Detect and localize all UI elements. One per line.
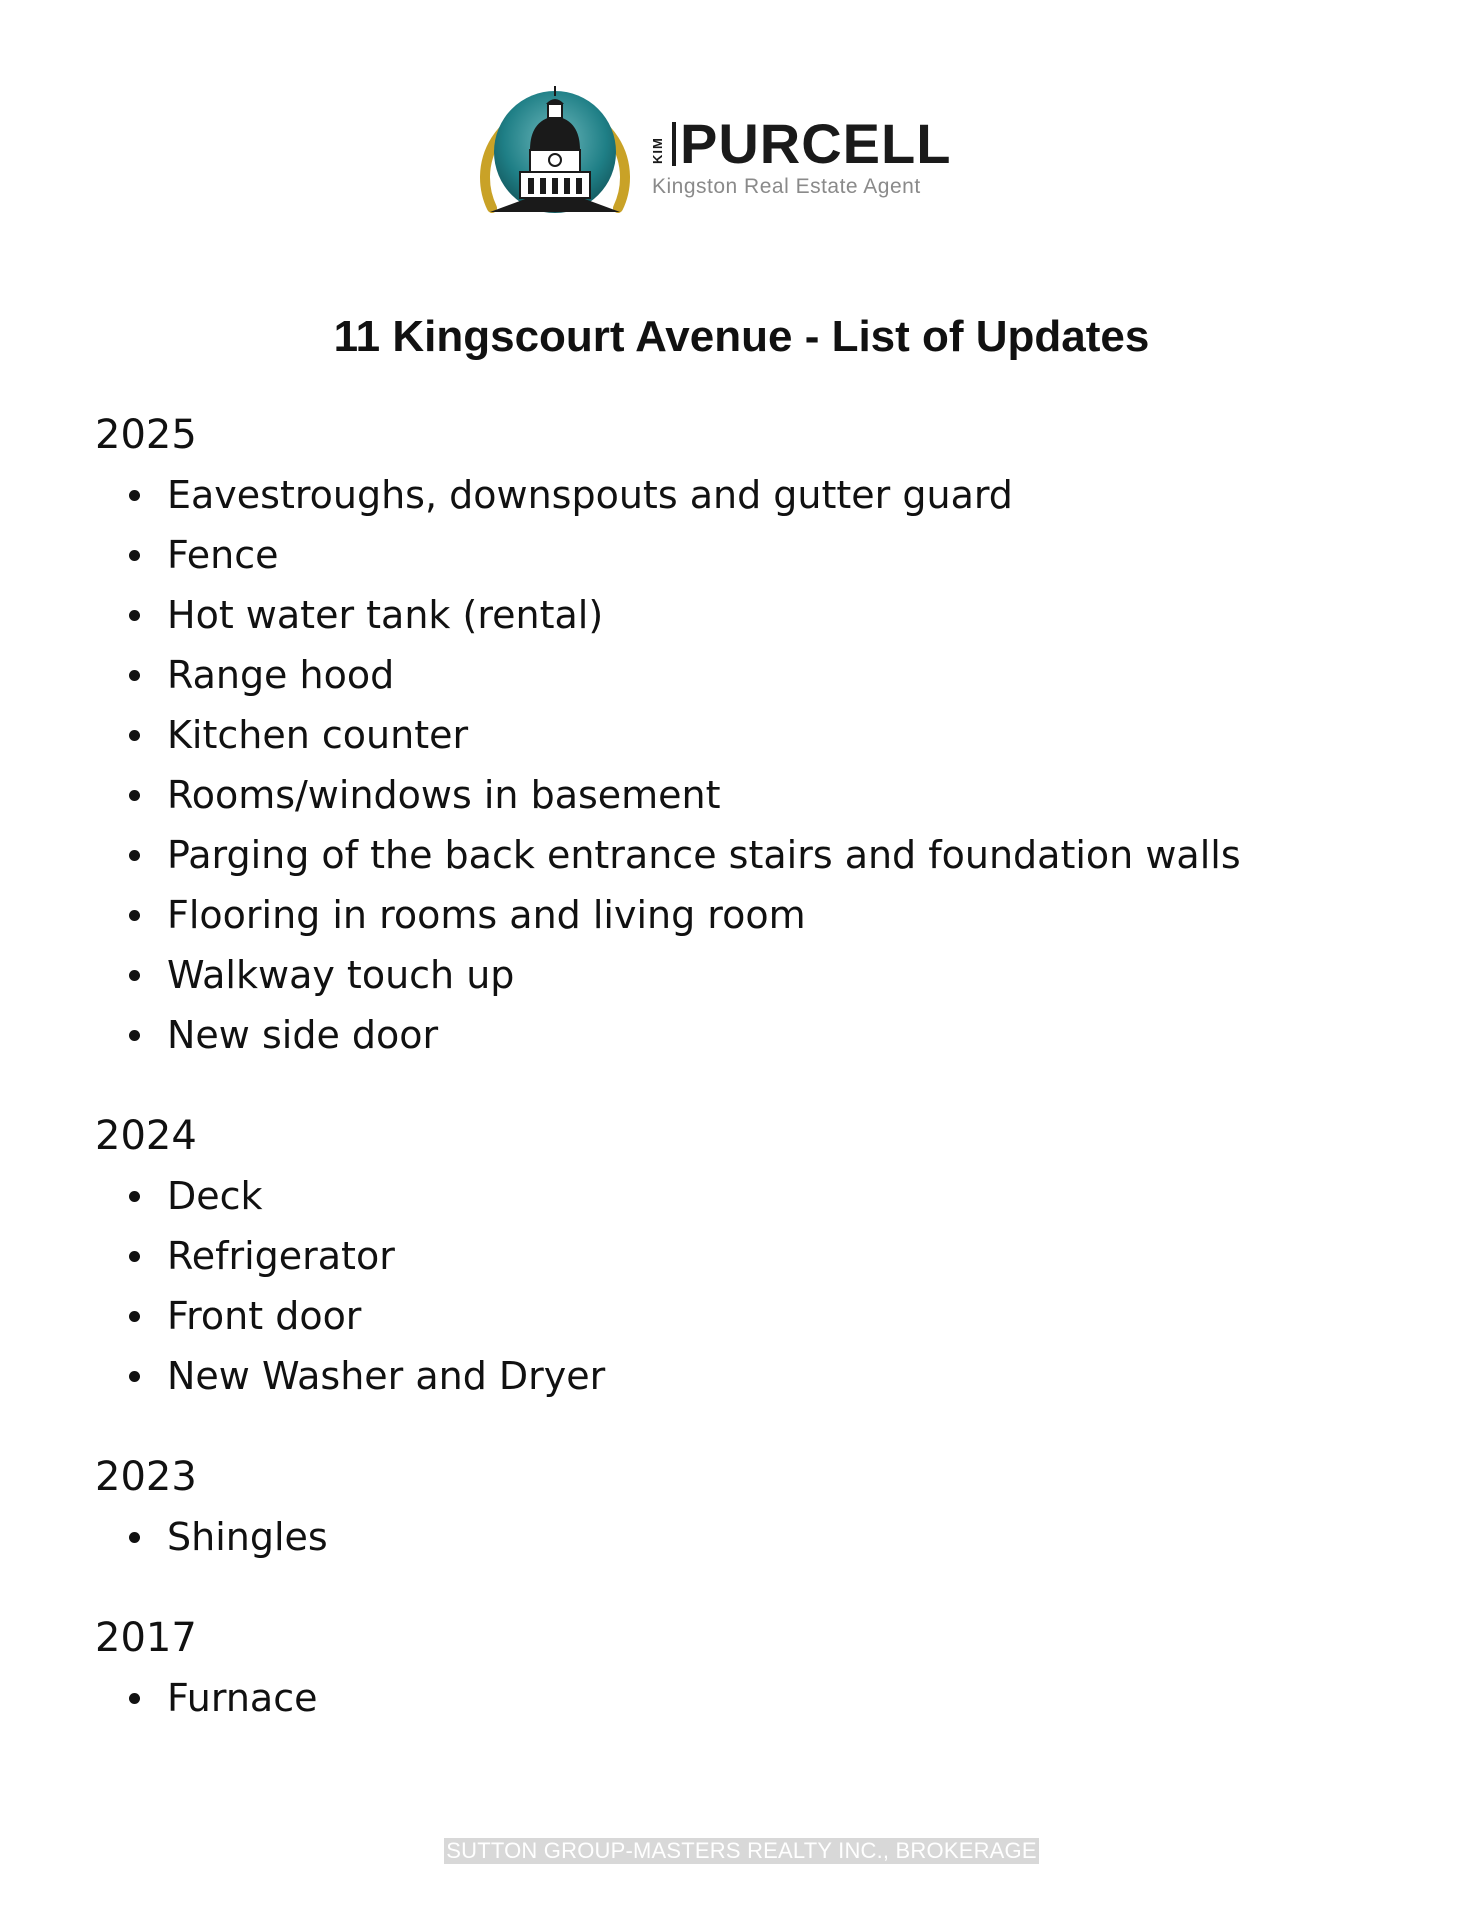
list-item-text: Front door bbox=[167, 1294, 362, 1338]
bullet-icon bbox=[129, 670, 140, 681]
list-item bbox=[95, 885, 1395, 945]
list-item-text: Rooms/windows in basement bbox=[167, 773, 721, 817]
bullet-icon bbox=[129, 850, 140, 861]
list-item-text: Kitchen counter bbox=[167, 713, 469, 757]
list-item-text: New side door bbox=[167, 1013, 439, 1057]
list-item bbox=[95, 705, 1395, 765]
year-heading: 2017 bbox=[95, 1615, 197, 1661]
list-item-text: Refrigerator bbox=[167, 1234, 395, 1278]
logo-tagline: Kingston Real Estate Agent bbox=[652, 175, 921, 198]
list-item bbox=[95, 1005, 1395, 1065]
list-item-text: New Washer and Dryer bbox=[167, 1354, 606, 1398]
updates-sections bbox=[95, 405, 1395, 1769]
bullet-icon bbox=[129, 1532, 140, 1543]
list-item-text: Hot water tank (rental) bbox=[167, 593, 604, 637]
logo-wordmark bbox=[650, 112, 1030, 216]
list-item-text: Furnace bbox=[167, 1676, 318, 1720]
list-item bbox=[95, 765, 1395, 825]
bullet-icon bbox=[129, 1311, 140, 1322]
list-item bbox=[95, 645, 1395, 705]
update-list bbox=[95, 1668, 1395, 1728]
bullet-icon bbox=[129, 1030, 140, 1041]
bullet-icon bbox=[129, 490, 140, 501]
bullet-icon bbox=[129, 1693, 140, 1704]
bullet-icon bbox=[129, 1371, 140, 1382]
year-section-2017 bbox=[95, 1608, 1395, 1728]
bullet-icon bbox=[129, 550, 140, 561]
bullet-icon bbox=[129, 910, 140, 921]
update-list bbox=[95, 1507, 1395, 1567]
year-heading: 2023 bbox=[95, 1454, 197, 1500]
logo-first-name: KIM bbox=[650, 137, 665, 165]
bullet-icon bbox=[129, 790, 140, 801]
list-item bbox=[95, 1226, 1395, 1286]
year-heading: 2025 bbox=[95, 412, 197, 458]
list-item bbox=[95, 525, 1395, 585]
list-item-text: Flooring in rooms and living room bbox=[167, 893, 806, 937]
brokerage-watermark bbox=[0, 1838, 1483, 1864]
list-item-text: Shingles bbox=[167, 1515, 328, 1559]
list-item bbox=[95, 1286, 1395, 1346]
list-item bbox=[95, 945, 1395, 1005]
bullet-icon bbox=[129, 610, 140, 621]
list-item bbox=[95, 1668, 1395, 1728]
list-item bbox=[95, 1166, 1395, 1226]
update-list bbox=[95, 465, 1395, 1065]
list-item bbox=[95, 585, 1395, 645]
logo-divider bbox=[672, 122, 676, 166]
year-section-2025 bbox=[95, 405, 1395, 1065]
list-item-text: Range hood bbox=[167, 653, 395, 697]
list-item bbox=[95, 1346, 1395, 1406]
list-item bbox=[95, 1507, 1395, 1567]
list-item-text: Deck bbox=[167, 1174, 263, 1218]
year-heading: 2024 bbox=[95, 1113, 197, 1159]
list-item bbox=[95, 825, 1395, 885]
bullet-icon bbox=[129, 1191, 140, 1202]
brokerage-text: SUTTON GROUP-MASTERS REALTY INC., BROKERAGE bbox=[446, 1838, 1037, 1863]
list-item bbox=[95, 465, 1395, 525]
list-item-text: Parging of the back entrance stairs and foundation walls bbox=[167, 833, 1241, 877]
logo-last-name: PURCELL bbox=[680, 112, 952, 175]
city-hall-dome-icon bbox=[470, 80, 640, 220]
year-section-2023 bbox=[95, 1447, 1395, 1567]
bullet-icon bbox=[129, 970, 140, 981]
bullet-icon bbox=[129, 730, 140, 741]
brand-logo bbox=[470, 80, 1030, 220]
list-item-text: Walkway touch up bbox=[167, 953, 515, 997]
list-item-text: Fence bbox=[167, 533, 279, 577]
page-title: 11 Kingscourt Avenue - List of Updates bbox=[333, 312, 1150, 362]
bullet-icon bbox=[129, 1251, 140, 1262]
update-list bbox=[95, 1166, 1395, 1406]
list-item-text: Eavestroughs, downspouts and gutter guard bbox=[167, 473, 1013, 517]
year-section-2024 bbox=[95, 1106, 1395, 1406]
